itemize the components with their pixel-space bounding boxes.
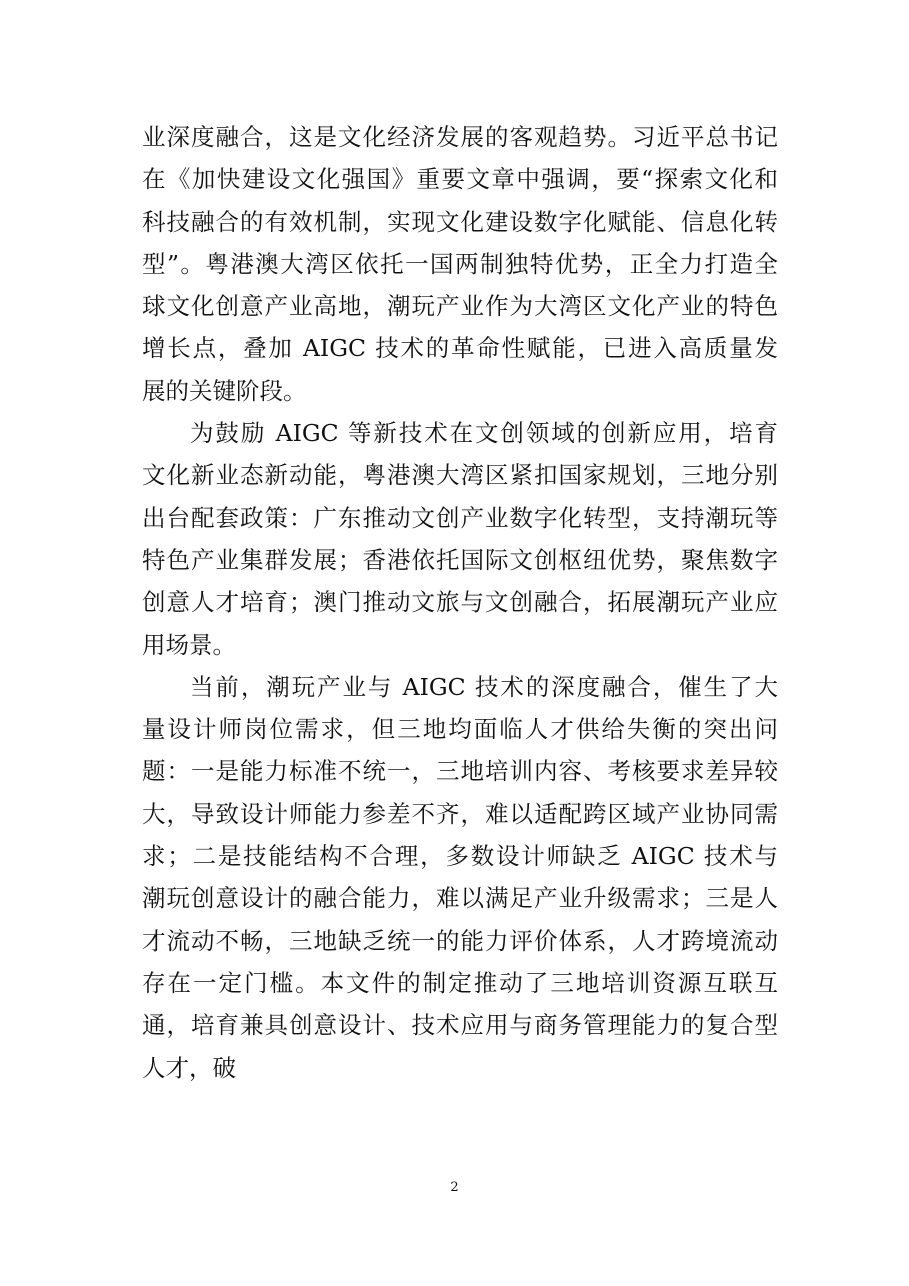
text-line: 创意人才培育；澳门推动文旅与文创融合，拓展潮玩产业应: [142, 588, 778, 617]
text-line: 文化新业态新动能，粤港澳大湾区紧扣国家规划，三地分别: [142, 461, 778, 490]
text-line: 用场景。: [142, 630, 236, 659]
text-line: 量设计师岗位需求，但三地均面临人才供给失衡的突出问: [142, 715, 778, 744]
text-line: 当前，潮玩产业与 AIGC 技术的深度融合，催生了大: [190, 672, 778, 701]
text-line: 业深度融合，这是文化经济发展的客观趋势。习近平总书记: [142, 123, 778, 151]
paragraph: [142, 412, 778, 666]
text-line: 特色产业集群发展；香港依托国际文创枢纽优势，聚焦数字: [142, 545, 778, 574]
text-line: 球文化创意产业高地，潮玩产业作为大湾区文化产业的特色: [142, 292, 778, 321]
text-line: 才流动不畅，三地缺乏统一的能力评价体系，人才跨境流动: [142, 926, 778, 955]
text-line: 型”。粤港澳大湾区依托一国两制独特优势，正全力打造全: [142, 249, 778, 278]
text-line: 科技融合的有效机制，实现文化建设数字化赋能、信息化转: [142, 207, 778, 236]
document-body: [142, 116, 778, 1089]
paragraph: [142, 116, 778, 412]
text-line: 人才，破: [142, 1053, 236, 1082]
paragraph: [142, 666, 778, 1089]
text-line: 存在一定门槛。本文件的制定推动了三地培训资源互联互: [142, 968, 778, 997]
text-line: 大，导致设计师能力参差不齐，难以适配跨区域产业协同需: [142, 799, 778, 828]
text-line: 题：一是能力标准不统一，三地培训内容、考核要求差异较: [142, 757, 778, 786]
page-number: 2: [450, 1180, 459, 1195]
text-line: 在《加快建设文化强国》重要文章中强调，要“探索文化和: [142, 165, 778, 194]
text-line: 求；二是技能结构不合理，多数设计师缺乏 AIGC 技术与: [142, 842, 778, 871]
text-line: 通，培育兼具创意设计、技术应用与商务管理能力的复合型: [142, 1011, 778, 1040]
text-line: 增长点，叠加 AIGC 技术的革命性赋能，已进入高质量发: [142, 334, 778, 363]
text-line: 出台配套政策：广东推动文创产业数字化转型，支持潮玩等: [142, 503, 778, 532]
text-line: 潮玩创意设计的融合能力，难以满足产业升级需求；三是人: [142, 884, 778, 913]
text-line: 展的关键阶段。: [142, 376, 307, 405]
text-line: 为鼓励 AIGC 等新技术在文创领域的创新应用，培育: [190, 419, 778, 448]
